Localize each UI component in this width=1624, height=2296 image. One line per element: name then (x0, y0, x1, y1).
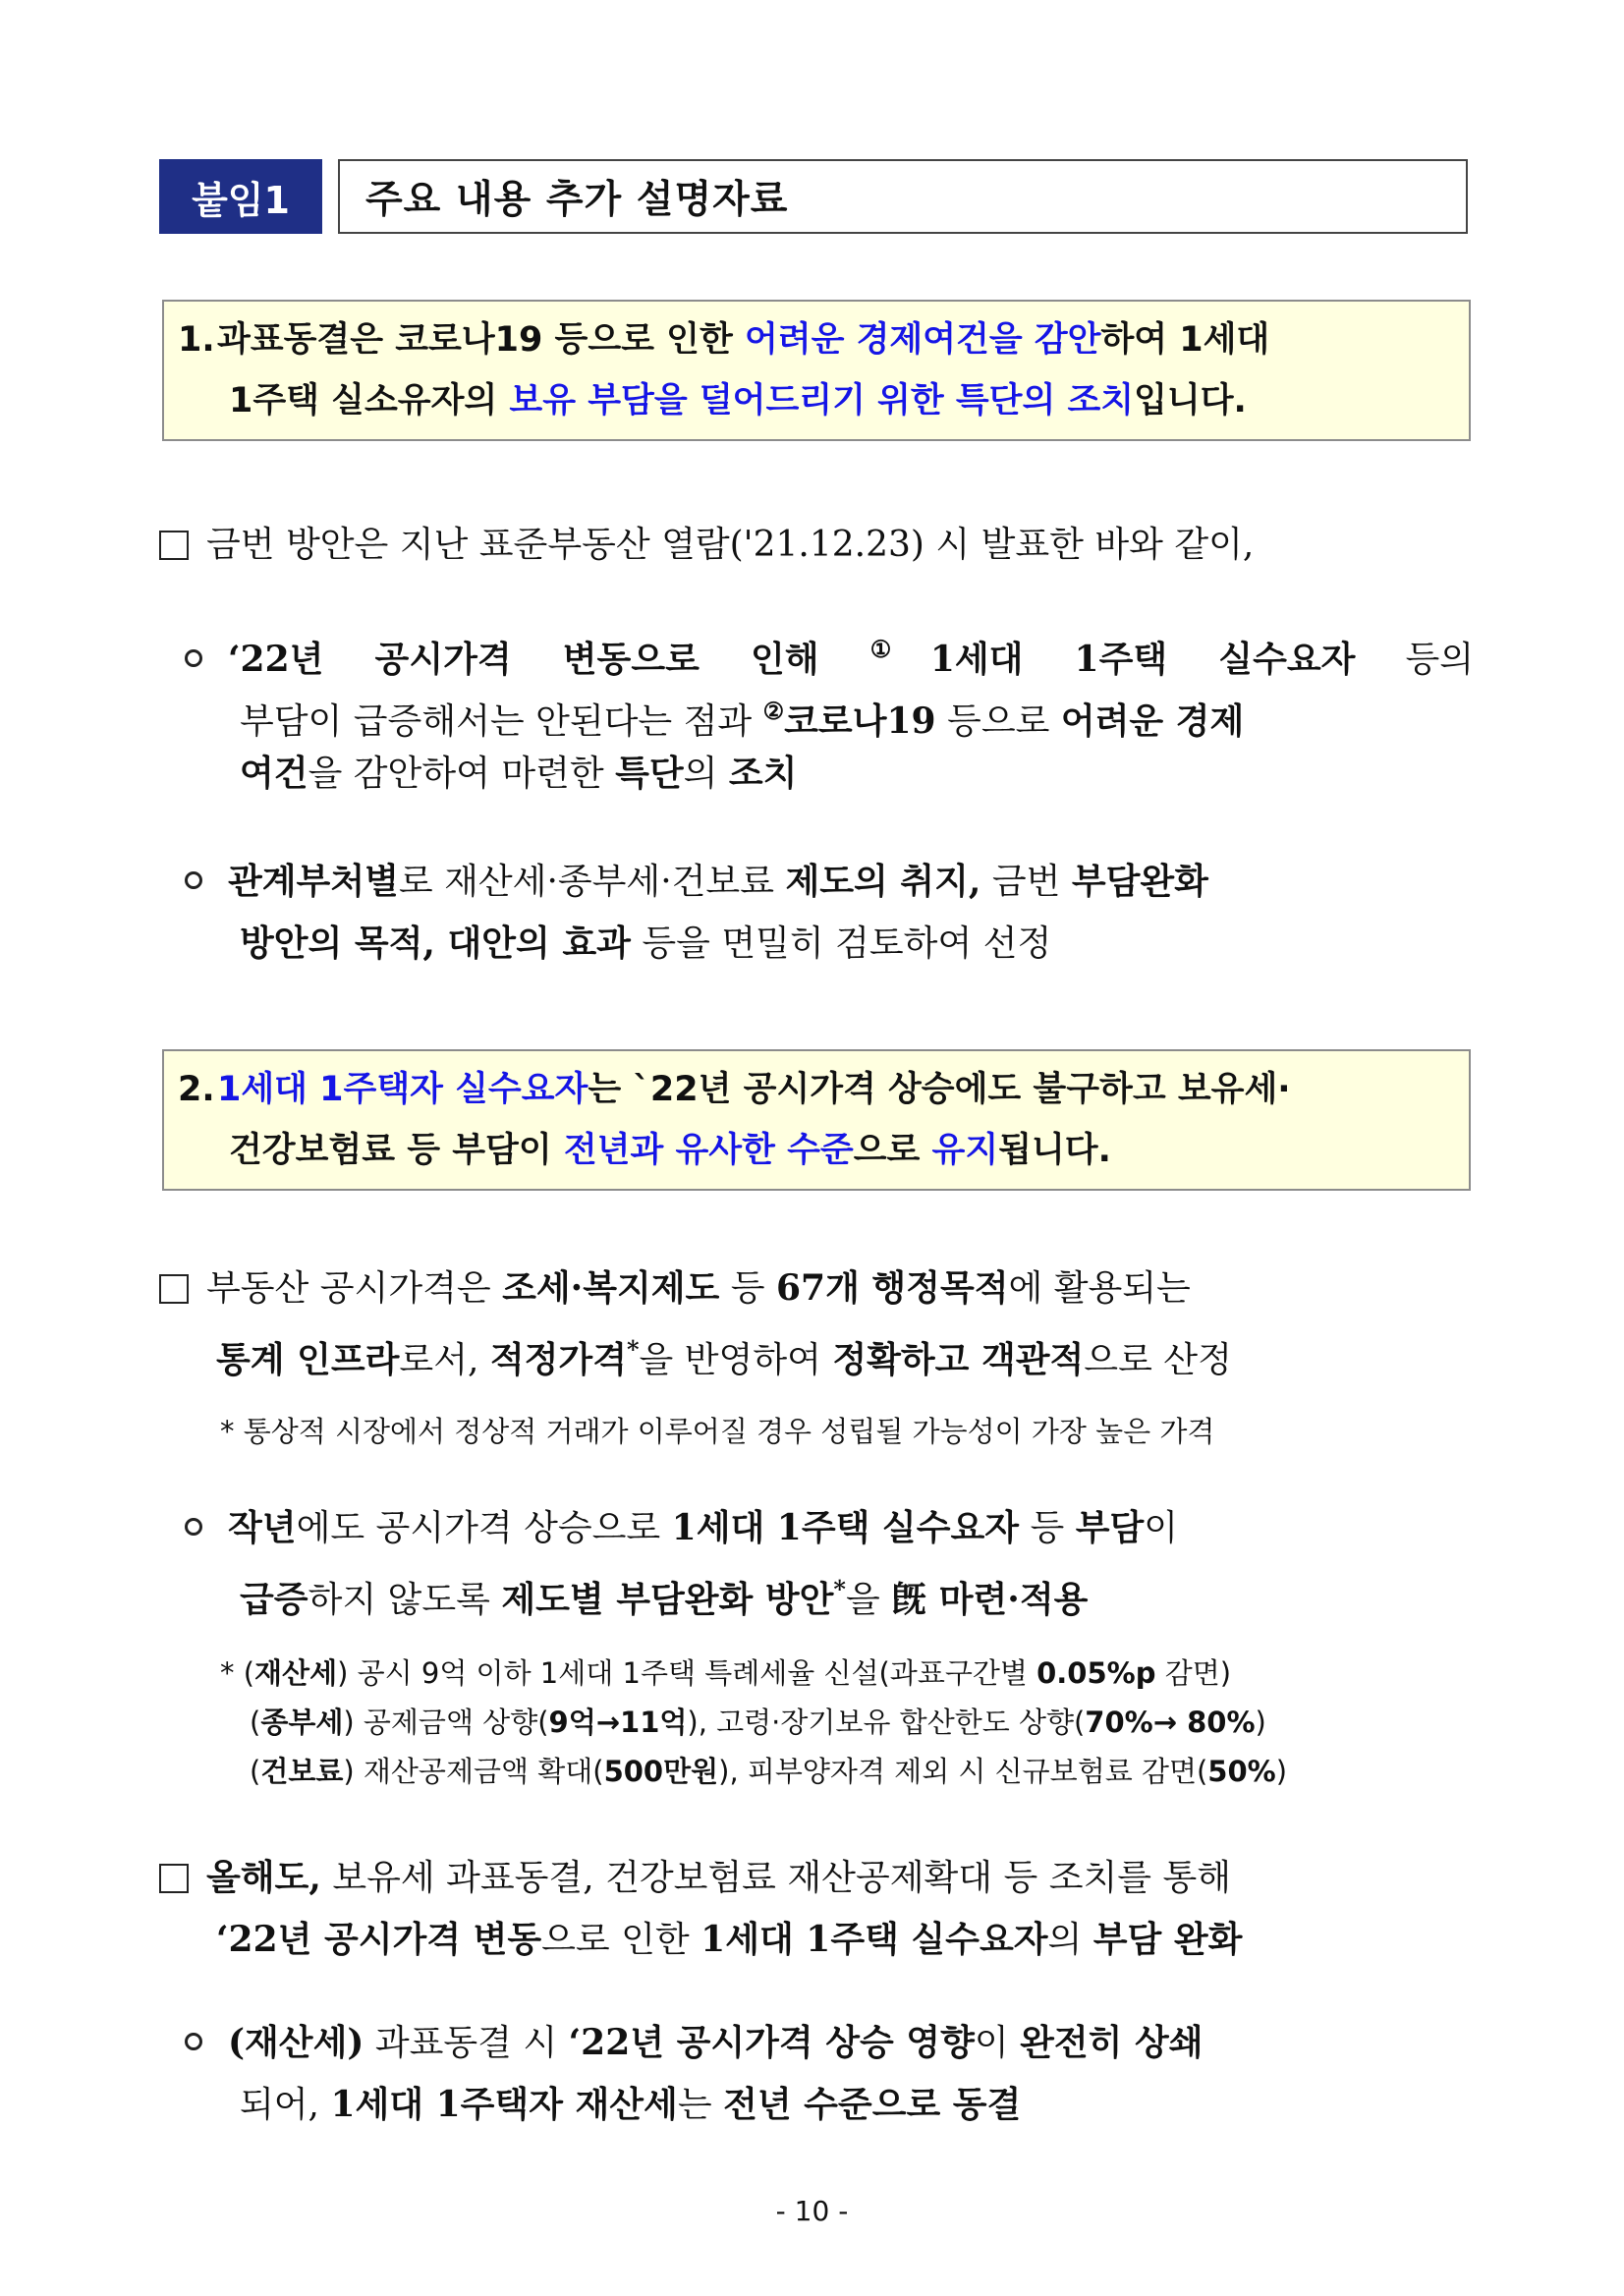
paragraph-this-year-line-2: ‘22년 공시가격 변동으로 인한 1세대 1주택 실수요자의 부담 완화 (216, 1919, 1243, 1960)
summary-box-1-line-1: 1.과표동결은 코로나19 등으로 인한 어려운 경제여건을 감안하여 1세대 (178, 309, 1455, 370)
circle-bullet-icon (185, 649, 202, 667)
bullet-property-tax-line-1: (재산세) 과표동결 시 ‘22년 공시가격 상승 영향이 완전히 상쇄 (185, 2012, 1204, 2074)
paragraph-this-year-line-1: 올해도, 보유세 과표동결, 건강보험료 재산공제확대 등 조치를 통해 (159, 1847, 1231, 1909)
checkbox-square-icon (159, 1864, 189, 1893)
circle-bullet-icon (185, 871, 202, 889)
paragraph-official-price-line-1: 부동산 공시가격은 조세·복지제도 등 67개 행정목적에 활용되는 (159, 1258, 1191, 1319)
summary-box-2-line-2: 건강보험료 등 부담이 전년과 유사한 수준으로 유지됩니다. (229, 1131, 1111, 1170)
checkbox-square-icon (159, 1274, 189, 1304)
page-title: 주요 내용 추가 설명자료 (338, 159, 1468, 234)
bullet-measure-line-1: ‘22년 공시가격 변동으로 인해 ①1세대 1주택 실수요자 등의 (185, 619, 1474, 691)
attachment-badge: 붙임1 (159, 159, 322, 234)
footnote-fair-price: * 통상적 시장에서 정상적 거래가 이루어질 경우 성립될 가능성이 가장 높은 가격 (220, 1415, 1215, 1448)
bullet-property-tax-line-2: 되어, 1세대 1주택자 재산세는 전년 수준으로 동결 (240, 2084, 1022, 2125)
footnote-comprehensive-tax: (종부세) 공제금액 상향(9억→11억), 고령·장기보유 합산한도 상향(70%→ 80%) (250, 1706, 1266, 1739)
circle-bullet-icon (185, 1518, 202, 1536)
bullet-selection-line-1: 관계부처별로 재산세·종부세·건보료 제도의 취지, 금번 부담완화 (185, 851, 1208, 913)
bullet-measure-line-3: 여건을 감안하여 마련한 특단의 조치 (240, 753, 798, 794)
bullet-measure-line-2: 부담이 급증해서는 안된다는 점과 ②코로나19 등으로 어려운 경제 (240, 697, 1245, 742)
circle-bullet-icon (185, 2033, 202, 2050)
paragraph-announcement: 금번 방안은 지난 표준부동산 열람('21.12.23) 시 발표한 바와 같이, (159, 515, 1254, 576)
summary-box-2 (162, 1049, 1471, 1191)
summary-box-2-line-1: 2.1세대 1주택자 실수요자는 `22년 공시가격 상승에도 불구하고 보유세· (178, 1059, 1455, 1120)
bullet-last-year-line-1: 작년에도 공시가격 상승으로 1세대 1주택 실수요자 등 부담이 (185, 1497, 1178, 1559)
checkbox-square-icon (159, 531, 189, 560)
footnote-property-tax: * (재산세) 공시 9억 이하 1세대 1주택 특례세율 신설(과표구간별 0.05%p 감면) (220, 1656, 1232, 1690)
summary-box-1-line-2: 1주택 실소유자의 보유 부담을 덜어드리기 위한 특단의 조치입니다. (229, 381, 1247, 420)
bullet-selection-line-2: 방안의 목적, 대안의 효과 등을 면밀히 검토하여 선정 (240, 923, 1052, 964)
page-number: - 10 - (775, 2195, 849, 2227)
summary-box-1 (162, 300, 1471, 441)
paragraph-official-price-line-2: 통계 인프라로서, 적정가격*을 반영하여 정확하고 객관적으로 산정 (216, 1335, 1232, 1380)
footnote-health-insurance: (건보료) 재산공제금액 확대(500만원), 피부양자격 제외 시 신규보험료 감면(50%) (250, 1755, 1288, 1788)
bullet-last-year-line-2: 급증하지 않도록 제도별 부담완화 방안*을 旣 마련·적용 (240, 1575, 1089, 1620)
summary-number: 1. (178, 320, 215, 360)
summary-number: 2. (178, 1070, 215, 1109)
